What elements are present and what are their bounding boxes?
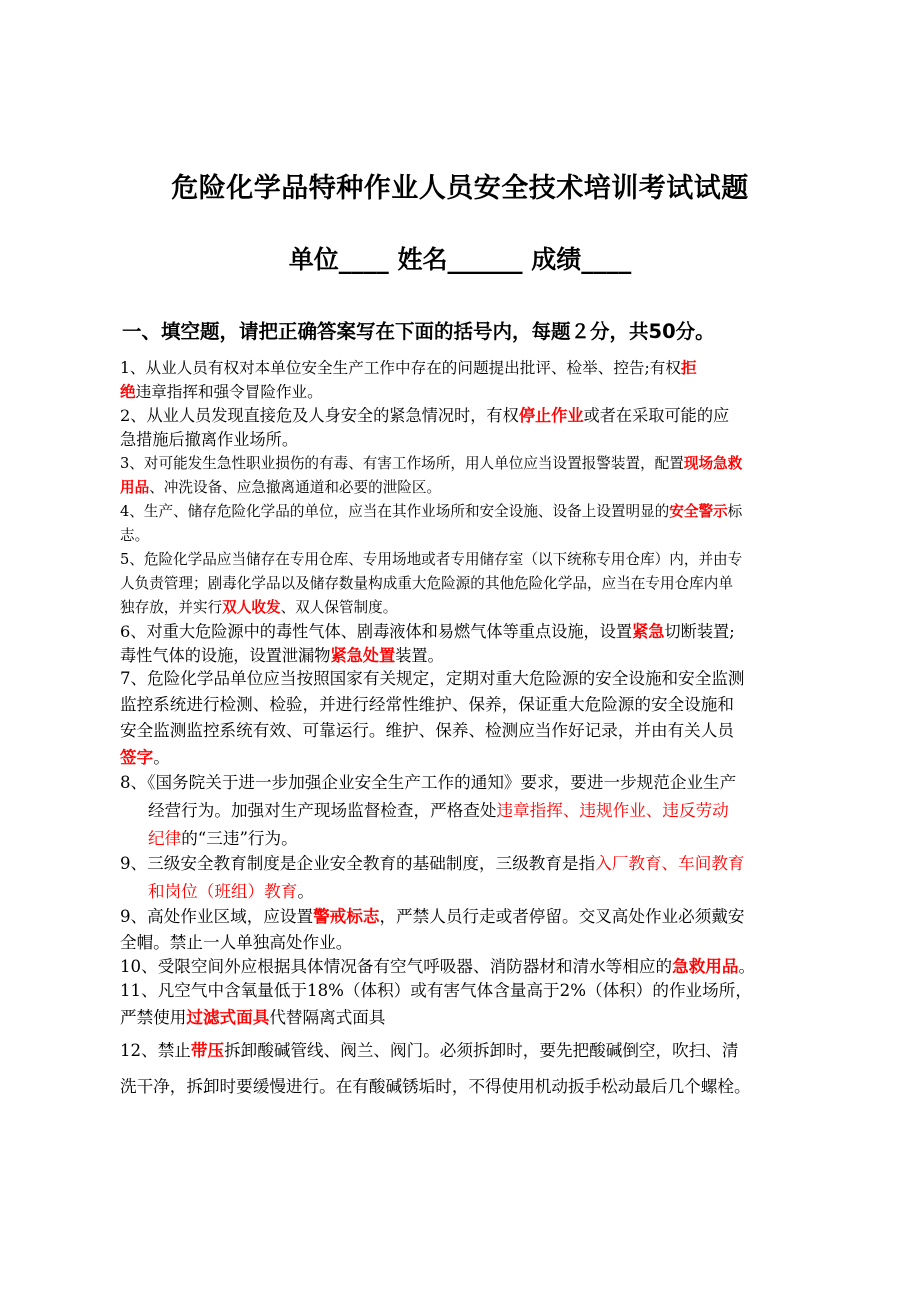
- question-text: 4、生产、储存危险化学品的单位，应当在其作业场所和安全设施、设备上设置明显的: [120, 503, 670, 520]
- page-title: 危险化学品特种作业人员安全技术培训考试试题: [171, 173, 749, 204]
- question-8: [120, 769, 808, 853]
- question-text: 5、危险化学品应当储存在专用仓库、专用场地或者专用储存室（以下统称专用仓库）内，并由专: [120, 551, 743, 568]
- question-text: 3、对可能发生急性职业损伤的有毒、有害工作场所，用人单位应当设置报警装置，配置: [120, 455, 684, 472]
- answer-text: 用品: [120, 479, 150, 496]
- question-text: 人负责管理；剧毒化学品以及储存数量构成重大危险源的其他危险化学品，应当在专用仓库内单: [120, 575, 733, 592]
- question-text: 6、对重大危险源中的毒性气体、剧毒液体和易燃气体等重点设施，设置: [120, 622, 633, 641]
- question-text: 违章指挥和强令冒险作业。: [135, 383, 323, 401]
- question-text: 切断装置;: [664, 622, 735, 641]
- question-text: 9、三级安全教育制度是企业安全教育的基础制度，三级教育是指: [120, 854, 596, 873]
- question-text: 志。: [120, 527, 150, 544]
- question-text: 1、从业人员有权对本单位安全生产工作中存在的问题提出批评、检举、控告;有权: [120, 359, 681, 377]
- question-3: [120, 452, 808, 500]
- answer-text: 现场急救: [683, 455, 743, 472]
- answer-text: 带压: [190, 1040, 225, 1060]
- question-text: 毒性气体的设施，设置泄漏物: [120, 646, 331, 665]
- question-text: 。: [153, 748, 170, 767]
- question-text: 代替隔离式面具: [269, 1008, 386, 1027]
- question-1: [120, 356, 808, 404]
- answer-text: 入厂教育、车间教育: [595, 854, 745, 873]
- question-text: 、双人保管制度。: [280, 599, 398, 616]
- answer-text: 违章指挥、违规作业、违反劳动: [496, 801, 729, 820]
- answer-text: 安全警示: [669, 503, 728, 520]
- answer-text: 双人收发: [222, 599, 281, 616]
- question-text: 装置。: [395, 646, 444, 665]
- question-text: 洗干净，拆卸时要缓慢进行。在有酸碱锈垢时，不得使用机动扳手松动最后几个螺栓。: [120, 1077, 751, 1096]
- answer-text: 停止作业: [518, 406, 584, 425]
- question-12: [120, 1032, 808, 1105]
- question-text: 。: [738, 957, 756, 976]
- question-text: 8、《国务院关于进一步加强企业安全生产工作的通知》要求，要进一步规范企业生产: [120, 773, 737, 792]
- question-text: 12、禁止: [120, 1041, 191, 1060]
- question-5: [120, 548, 808, 620]
- question-text: 急措施后撤离作业场所。: [120, 430, 299, 449]
- answer-text: 和岗位（班组）教育: [148, 882, 298, 901]
- answer-text: 过滤式面具: [186, 1007, 270, 1027]
- answer-text: 签字: [120, 747, 154, 767]
- question-text: ，严禁人员行走或者停留。交叉高处作业必须戴安: [379, 907, 745, 926]
- answer-text: 紧急处置: [330, 646, 396, 665]
- question-9b: [120, 903, 808, 956]
- question-text: 监控系统进行检测、检验，并进行经常性维护、保养，保证重大危险源的安全设施和: [120, 695, 734, 714]
- question-7: [120, 666, 808, 771]
- question-text: 安全监测监控系统有效、可靠运行。维护、保养、检测应当作好记录，并由有关人员: [120, 721, 734, 740]
- answer-text: 急救用品: [672, 956, 739, 976]
- question-text: 10、受限空间外应根据具体情况备有空气呼吸器、消防器材和清水等相应的: [120, 957, 673, 976]
- section-heading: 一、填空题，请把正确答案写在下面的括号内，每题２分，共50分。: [122, 320, 715, 343]
- answer-text: 纪律: [148, 829, 182, 848]
- question-4: [120, 500, 808, 548]
- question-text: 2、从业人员发现直接危及人身安全的紧急情况时，有权: [120, 406, 519, 425]
- question-2: [120, 404, 808, 452]
- answer-text: 绝: [120, 382, 136, 401]
- question-text: 全帽。禁止一人单独高处作业。: [120, 933, 353, 952]
- question-9a: [120, 850, 808, 906]
- question-text: 或者在采取可能的应: [583, 406, 730, 425]
- answer-text: 紧急: [632, 622, 665, 641]
- info-line: 单位____ 姓名______ 成绩____: [288, 245, 632, 274]
- question-text: 7、危险化学品单位应当按照国家有关规定，定期对重大危险源的安全设施和安全监测: [120, 669, 745, 688]
- question-text: 标: [727, 503, 743, 520]
- question-text: 、冲洗设备、应急撤离通道和必要的泄险区。: [149, 479, 442, 496]
- question-text: 9、高处作业区域，应设置: [120, 907, 314, 926]
- question-text: 拆卸酸碱管线、阀兰、阀门。必须拆卸时，要先把酸碱倒空，吹扫、清: [224, 1041, 739, 1060]
- answer-text: 拒: [680, 358, 697, 377]
- question-6: [120, 620, 808, 668]
- question-10: [120, 953, 808, 980]
- question-text: 的“三违”行为。: [181, 829, 298, 848]
- question-text: 严禁使用: [120, 1008, 187, 1027]
- question-text: 。: [297, 882, 314, 901]
- question-text: 经营行为。加强对生产现场监督检查，严格查处: [148, 801, 497, 820]
- question-11: [120, 978, 808, 1031]
- question-text: 11、凡空气中含氧量低于18%（体积）或有害气体含量高于2%（体积）的作业场所，: [120, 981, 752, 1000]
- question-text: 独存放，并实行: [120, 599, 223, 616]
- answer-text: 警戒标志: [313, 906, 380, 926]
